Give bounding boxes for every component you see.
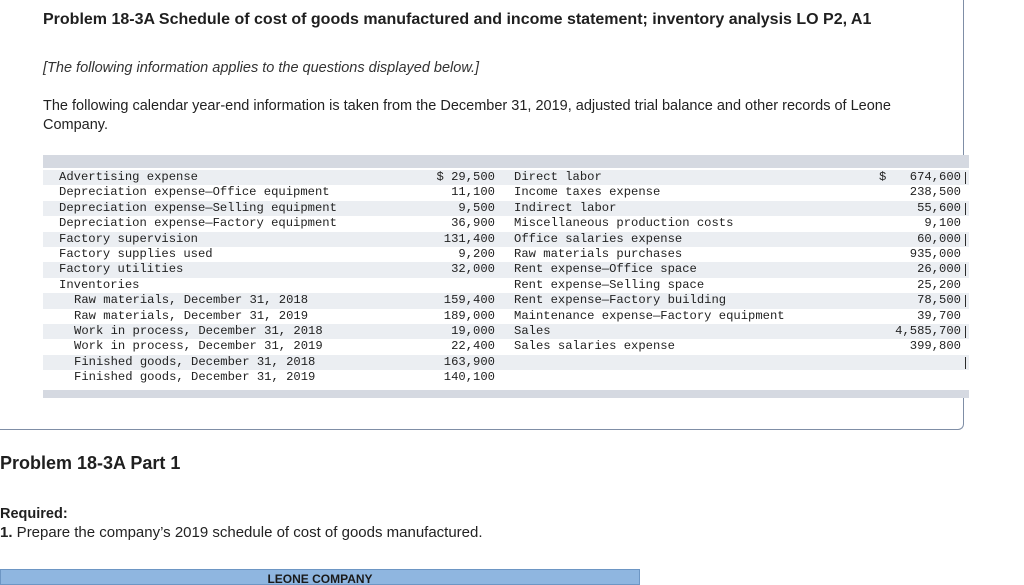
left-item-amount: 32,000	[451, 262, 495, 277]
text-cursor-marker	[965, 295, 966, 307]
problem-title: Problem 18-3A Schedule of cost of goods manufactured and income statement; inventory analysis LO P2, A1	[43, 11, 872, 28]
right-item-amount: 78,500	[917, 293, 961, 308]
table-row	[43, 324, 969, 339]
left-item-label: Finished goods, December 31, 2018	[74, 354, 316, 369]
text-cursor-marker	[965, 234, 966, 246]
table-row	[43, 216, 969, 231]
right-item-label: Rent expense—Selling space	[514, 277, 705, 292]
left-item-label: Depreciation expense—Office equipment	[59, 185, 330, 200]
required-number: 1.	[0, 524, 13, 541]
required-text: Prepare the company’s 2019 schedule of cost of goods manufactured.	[12, 524, 483, 541]
required-label: Required:	[0, 506, 68, 522]
table-row	[43, 185, 969, 200]
left-item-label: Factory supervision	[59, 231, 198, 246]
right-item-amount: 238,500	[909, 185, 961, 200]
right-item-amount: 60,000	[917, 231, 961, 246]
text-cursor-marker	[965, 172, 966, 184]
left-item-label: Work in process, December 31, 2018	[74, 323, 323, 338]
left-item-label: Factory supplies used	[59, 246, 213, 261]
table-row	[43, 309, 969, 324]
table-row	[43, 293, 969, 308]
right-item-amount: 935,000	[909, 246, 961, 261]
left-item-amount: 189,000	[443, 308, 495, 323]
right-item-label: Maintenance expense—Factory equipment	[514, 308, 785, 323]
table-bottom-bar	[43, 390, 969, 398]
right-item-amount: 399,800	[909, 339, 961, 354]
table-row	[43, 247, 969, 262]
right-item-label: Direct labor	[514, 170, 602, 184]
left-item-label: Work in process, December 31, 2019	[74, 339, 323, 354]
left-item-amount: 159,400	[443, 293, 495, 308]
table-row	[43, 262, 969, 277]
table-row	[43, 370, 969, 385]
table-rows	[43, 170, 969, 385]
left-item-label: Advertising expense	[59, 170, 198, 184]
intro-text: The following calendar year-end information is taken from the December 31, 2019, adjusted trial balance and other records of Leone Company.	[43, 98, 891, 133]
table-row	[43, 201, 969, 216]
table-row	[43, 339, 969, 354]
trial-balance-table	[43, 155, 969, 398]
right-item-amount: 4,585,700	[895, 323, 961, 338]
right-item-amount: 39,700	[917, 308, 961, 323]
left-item-amount: 9,200	[458, 246, 495, 261]
left-item-label: Raw materials, December 31, 2018	[74, 293, 309, 308]
text-cursor-marker	[965, 326, 966, 338]
right-item-amount: 55,600	[917, 200, 961, 215]
table-top-bar	[43, 155, 969, 168]
left-item-label: Depreciation expense—Selling equipment	[59, 200, 337, 215]
table-row	[43, 355, 969, 370]
table-row	[43, 232, 969, 247]
text-cursor-marker	[965, 357, 966, 369]
left-item-label: Depreciation expense—Factory equipment	[59, 216, 337, 231]
text-cursor-marker	[965, 203, 966, 215]
required-instruction	[0, 524, 483, 541]
right-item-amount: 9,100	[924, 216, 961, 231]
left-item-amount: 163,900	[443, 354, 495, 369]
right-item-amount: 26,000	[917, 262, 961, 277]
table-row	[43, 170, 969, 185]
left-item-label: Factory utilities	[59, 262, 184, 277]
left-item-label: Inventories	[59, 277, 140, 292]
left-item-amount: 11,100	[451, 185, 495, 200]
right-item-label: Miscellaneous production costs	[514, 216, 734, 231]
right-item-label: Sales	[514, 323, 551, 338]
left-item-amount: 9,500	[458, 200, 495, 215]
part-heading: Problem 18-3A Part 1	[0, 453, 181, 473]
right-item-label: Rent expense—Office space	[514, 262, 697, 277]
left-item-amount: 36,900	[451, 216, 495, 231]
right-item-label: Indirect labor	[514, 200, 617, 215]
left-item-amount: $ 29,500	[436, 170, 495, 184]
answer-table-header	[0, 569, 640, 585]
right-item-amount: 25,200	[917, 277, 961, 292]
text-cursor-marker	[965, 264, 966, 276]
left-item-amount: 131,400	[443, 231, 495, 246]
left-item-label: Raw materials, December 31, 2019	[74, 308, 309, 323]
table-row	[43, 278, 969, 293]
right-item-label: Rent expense—Factory building	[514, 293, 727, 308]
left-item-amount: 22,400	[451, 339, 495, 354]
company-name: LEONE COMPANY	[267, 572, 373, 585]
right-item-label: Sales salaries expense	[514, 339, 675, 354]
info-note: [The following information applies to the questions displayed below.]	[43, 60, 480, 76]
left-item-label: Finished goods, December 31, 2019	[74, 370, 316, 385]
right-currency-symbol: $	[879, 170, 887, 184]
left-item-amount: 19,000	[451, 323, 495, 338]
left-item-amount: 140,100	[443, 370, 495, 385]
right-item-amount: 674,600	[909, 170, 961, 184]
right-item-label: Office salaries expense	[514, 231, 683, 246]
right-item-label: Income taxes expense	[514, 185, 661, 200]
right-item-label: Raw materials purchases	[514, 246, 683, 261]
